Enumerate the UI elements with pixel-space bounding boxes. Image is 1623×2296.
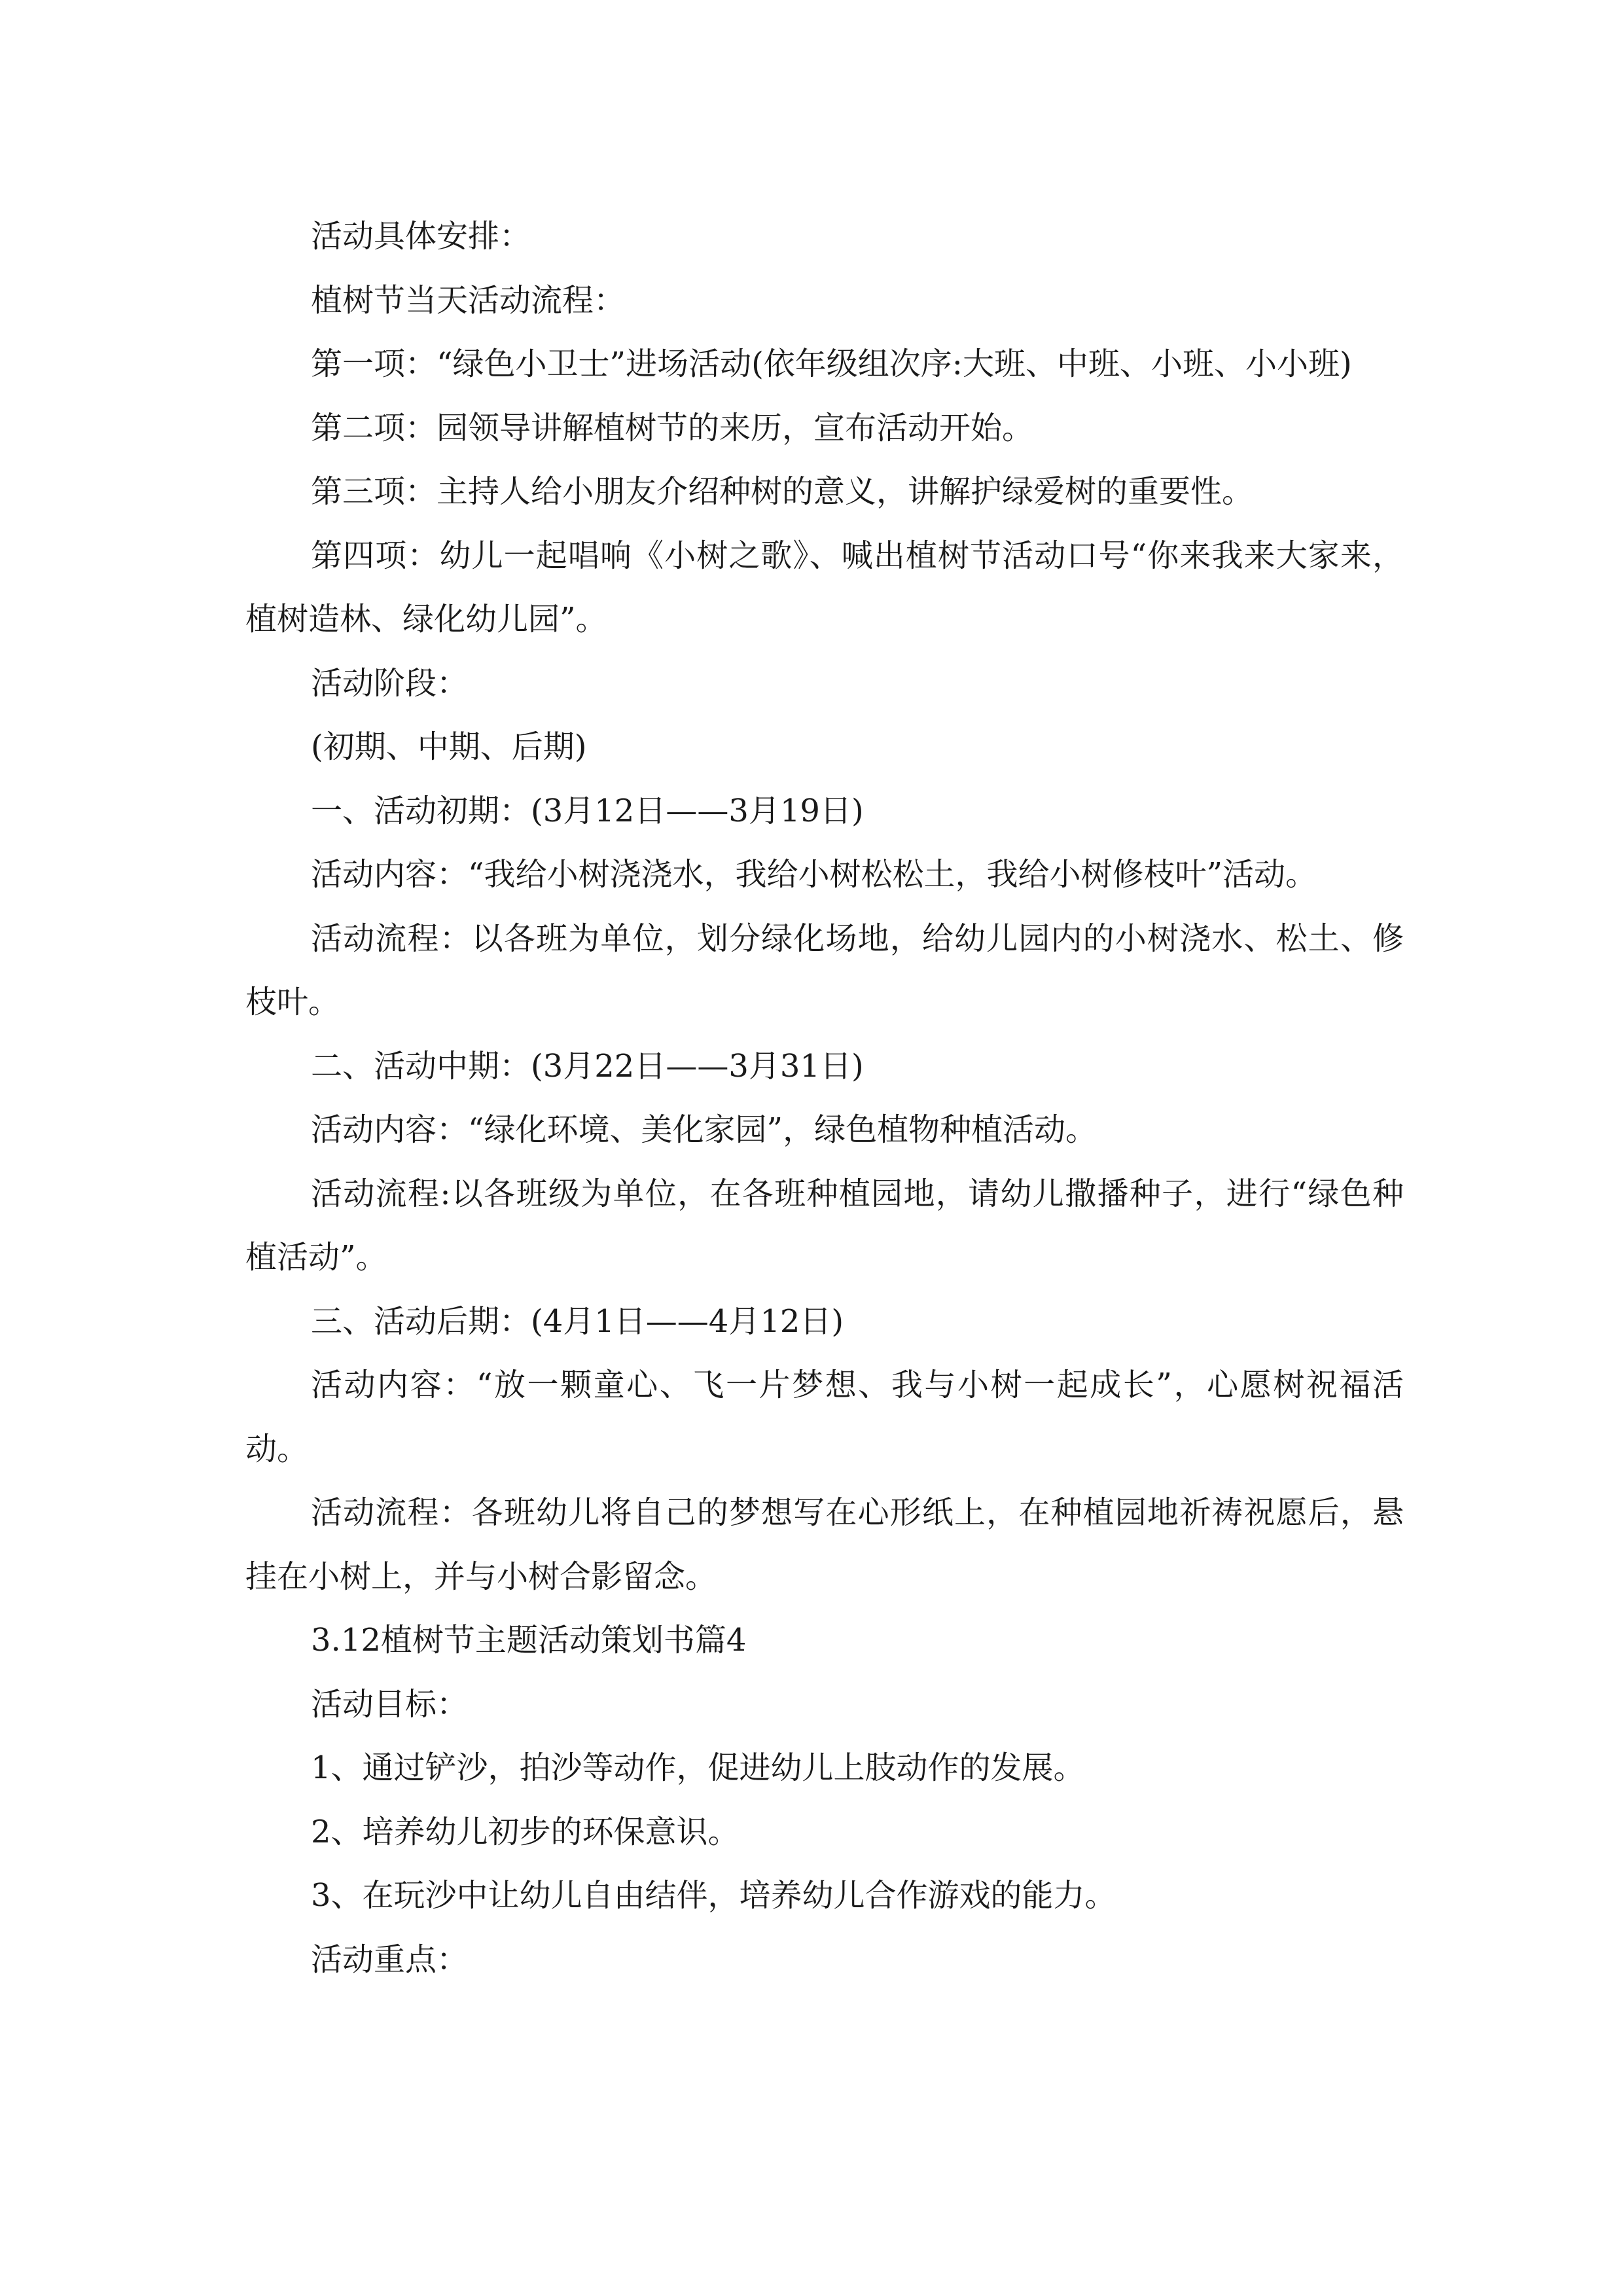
paragraph-goal-2: 2、培养幼儿初步的环保意识。 xyxy=(311,1813,740,1850)
paragraph-item-3: 第三项：主持人给小朋友介绍种树的意义，讲解护绿爱树的重要性。 xyxy=(311,473,1254,510)
paragraph-item-4: 第四项：幼儿一起唱响《小树之歌》、喊出植树节活动口号“你来我来大家来，植树造林、绿化幼儿园”。 xyxy=(245,537,1404,637)
paragraph-stage-late: 三、活动后期：(4月1日——4月12日) xyxy=(311,1302,844,1340)
paragraph-stage-early: 一、活动初期：(3月12日——3月19日) xyxy=(311,792,864,829)
paragraph-schedule-heading: 活动具体安排： xyxy=(311,218,531,255)
paragraph-middle-content: 活动内容：“绿化环境、美化家园”，绿色植物种植活动。 xyxy=(311,1111,1097,1148)
paragraph-goal-3: 3、在玩沙中让幼儿自由结伴，培养幼儿合作游戏的能力。 xyxy=(311,1877,1116,1914)
paragraph-early-content: 活动内容：“我给小树浇浇水，我给小树松松土，我给小树修枝叶”活动。 xyxy=(311,856,1317,893)
paragraph-late-content: 活动内容：“放一颗童心、飞一片梦想、我与小树一起成长”，心愿树祝福活动。 xyxy=(245,1367,1404,1467)
paragraph-stages-list: (初期、中期、后期) xyxy=(311,728,587,765)
paragraph-stages-heading: 活动阶段： xyxy=(311,664,469,702)
paragraph-day-flow-heading: 植树节当天活动流程： xyxy=(311,281,626,319)
paragraph-item-1: 第一项：“绿色小卫士”进场活动(依年级组次序:大班、中班、小班、小小班) xyxy=(311,346,1352,382)
document-body xyxy=(245,205,1404,1992)
paragraph-goals-heading: 活动目标： xyxy=(311,1685,469,1723)
paragraph-focus-heading: 活动重点： xyxy=(311,1941,469,1978)
paragraph-early-flow: 活动流程：以各班为单位，划分绿化场地，给幼儿园内的小树浇水、松土、修枝叶。 xyxy=(245,920,1404,1020)
paragraph-stage-middle: 二、活动中期：(3月22日——3月31日) xyxy=(311,1047,864,1085)
paragraph-late-flow: 活动流程：各班幼儿将自己的梦想写在心形纸上，在种植园地祈祷祝愿后，悬挂在小树上，并与小树合影留念。 xyxy=(245,1494,1404,1595)
paragraph-section-title: 3.12植树节主题活动策划书篇4 xyxy=(311,1622,747,1659)
paragraph-goal-1: 1、通过铲沙，拍沙等动作，促进幼儿上肢动作的发展。 xyxy=(311,1749,1085,1786)
paragraph-item-2: 第二项：园领导讲解植树节的来历，宣布活动开始。 xyxy=(311,409,1034,446)
paragraph-middle-flow: 活动流程:以各班级为单位，在各班种植园地，请幼儿撒播种子，进行“绿色种植活动”。 xyxy=(245,1175,1404,1276)
